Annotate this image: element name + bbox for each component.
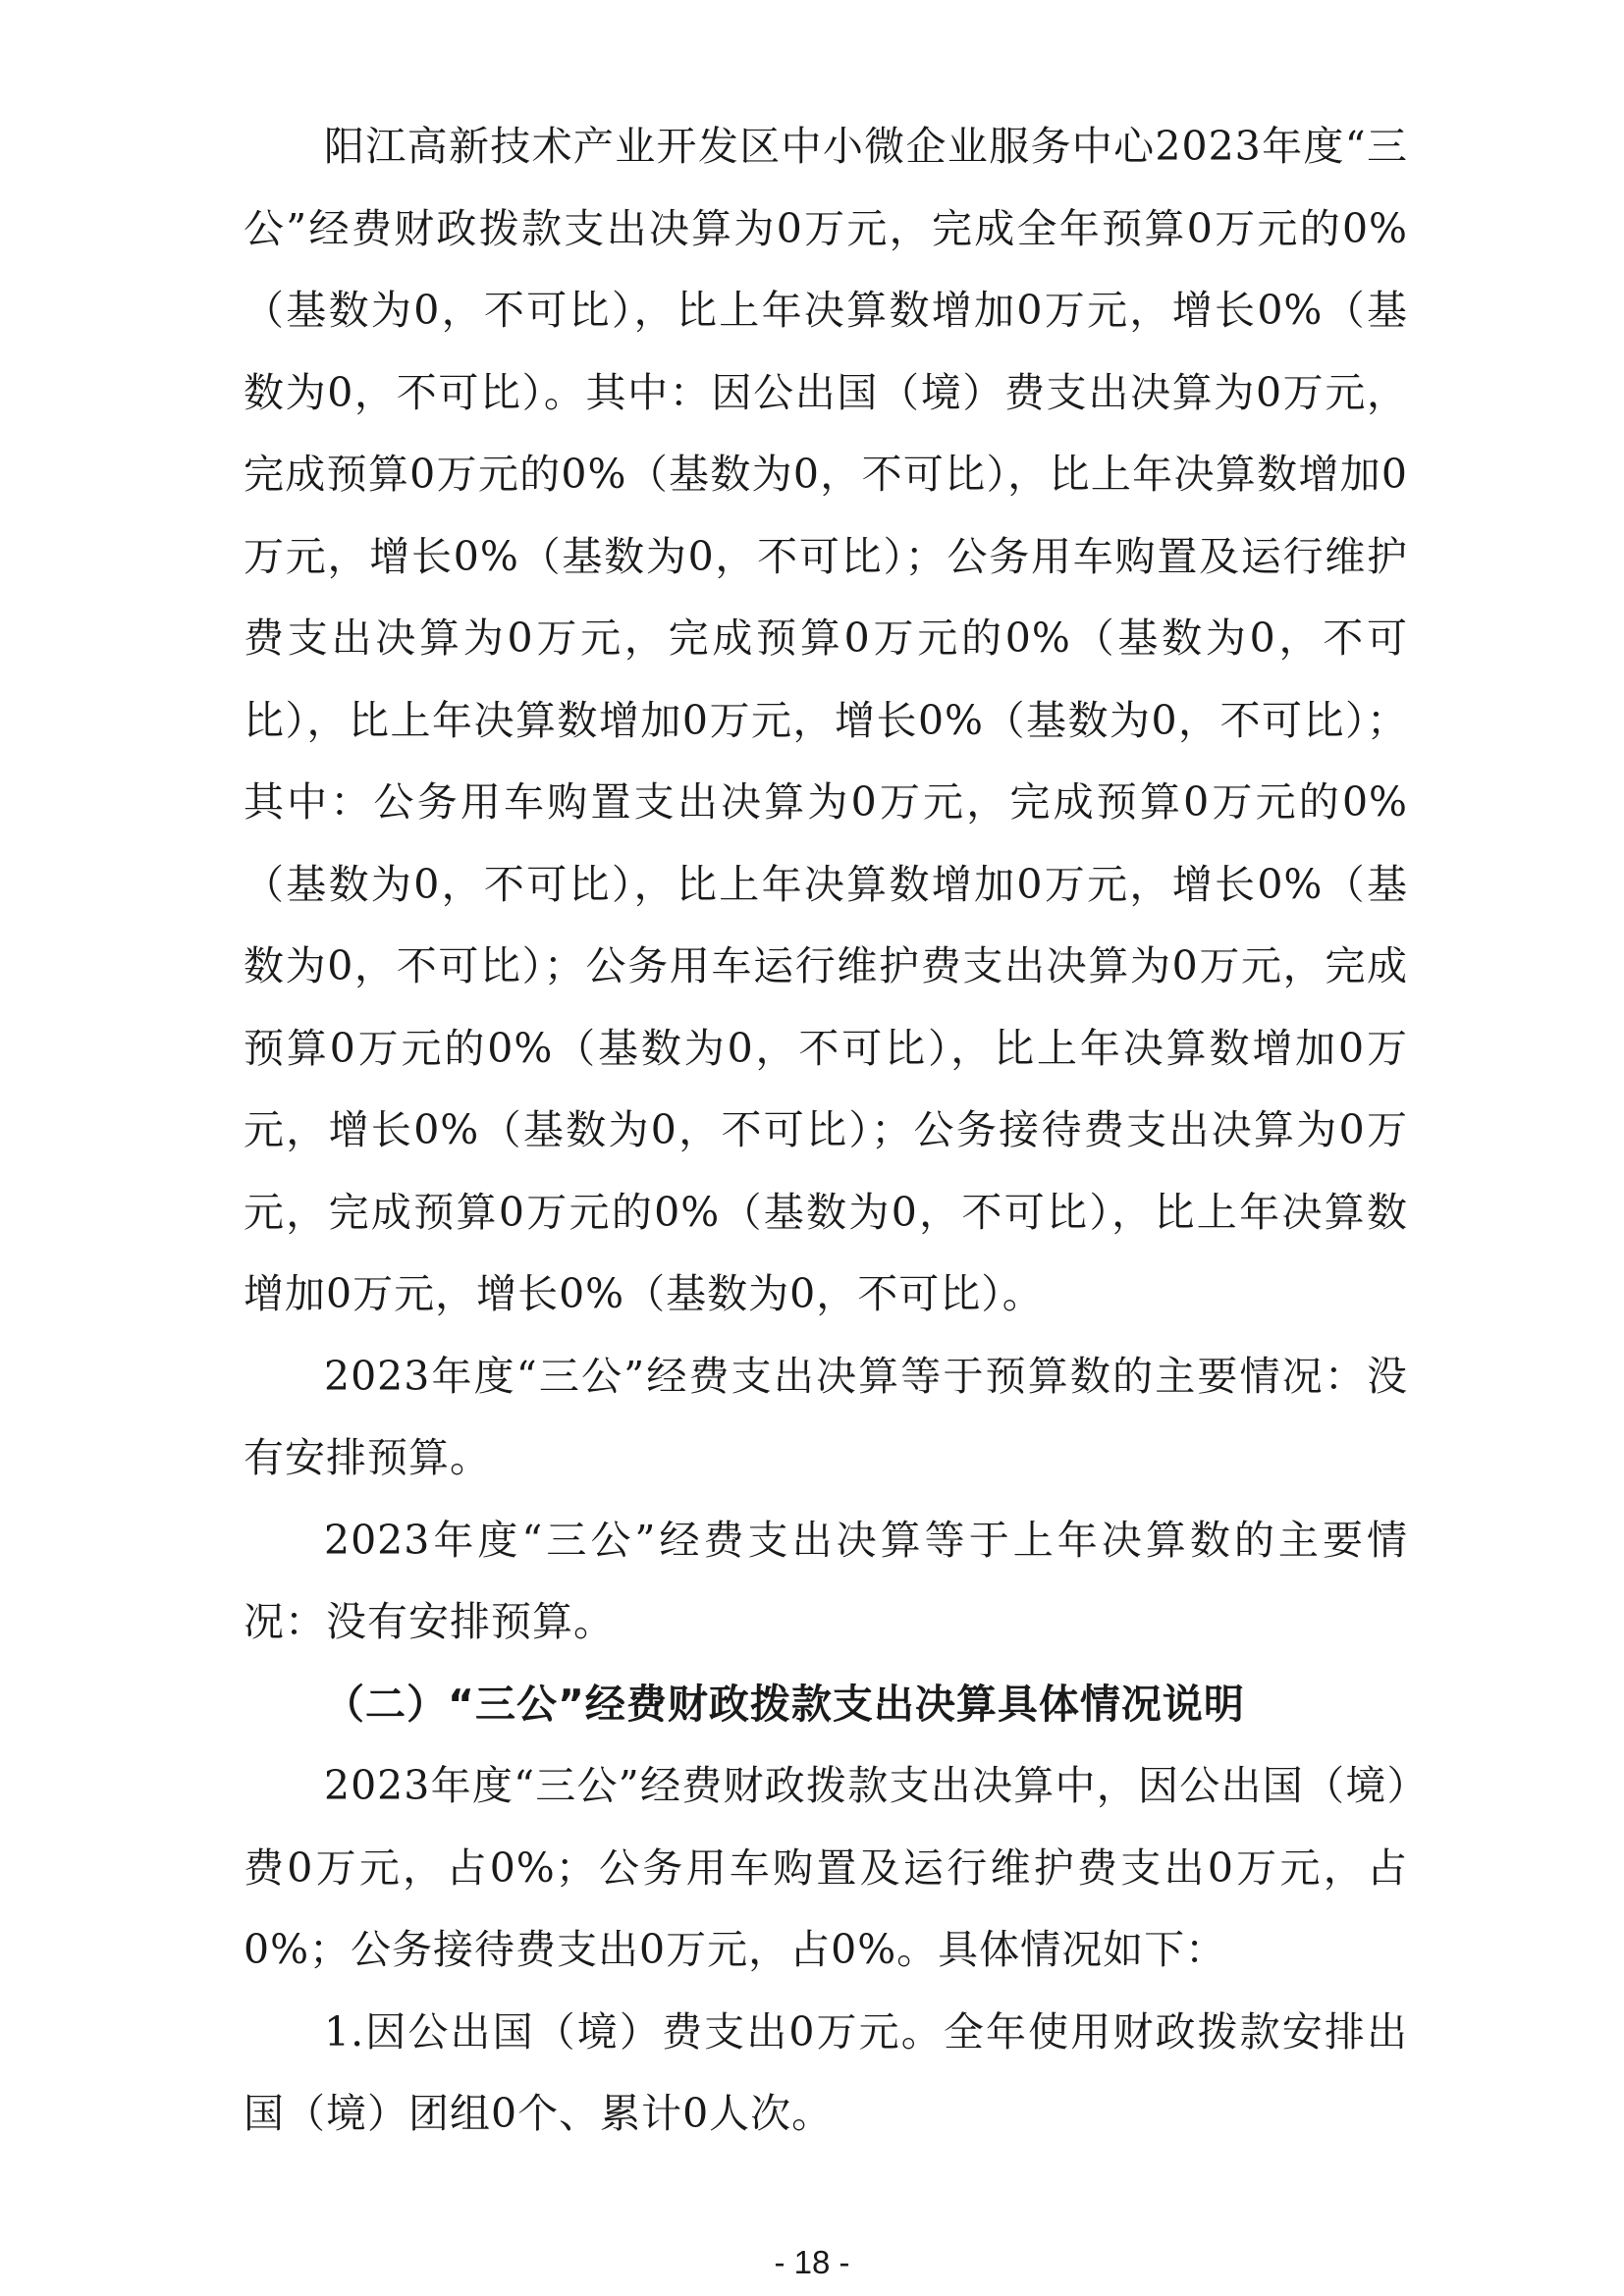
- paragraph-overseas-travel: 1.因公出国（境）费支出0万元。全年使用财政拨款安排出国（境）团组0个、累计0人次。: [244, 2007, 1408, 2137]
- page-number: - 18 -: [774, 2244, 850, 2280]
- section-heading: （二）“三公”经费财政拨款支出决算具体情况说明: [324, 1680, 1245, 1728]
- paragraph-breakdown: 2023年度“三公”经费财政拨款支出决算中，因公出国（境）费0万元，占0%；公务用车购置及运行维护费支出0万元，占0%；公务接待费支出0万元，占0%。具体情况如下：: [244, 1762, 1408, 1973]
- document-body: [244, 106, 1408, 2156]
- paragraph-prior-year-comparison: 2023年度“三公”经费支出决算等于上年决算数的主要情况：没有安排预算。: [244, 1516, 1408, 1645]
- paragraph-budget-comparison: 2023年度“三公”经费支出决算等于预算数的主要情况：没有安排预算。: [244, 1352, 1408, 1481]
- paragraph-summary: 阳江高新技术产业开发区中小微企业服务中心2023年度“三公”经费财政拨款支出决算为0万元，完成全年预算0万元的0%（基数为0，不可比），比上年决算数增加0万元，增长0%（基数为0，不可比）。其中：因公出国（境）费支出决算为0万元，完成预算0万元的0%（基数为0，不可比），比上年决算数增加0万元，增长0%（基数为0，不可比）；公务用车购置及运行维护费支出决算为0万元，完成预算0万元的0%（基数为0，不可比），比上年决算数增加0万元，增长0%（基数为0，不可比）；其中：公务用车购置支出决算为0万元，完成预算0万元的0%（基数为0，不可比），比上年决算数增加0万元，增长0%（基数为0，不可比）；公务用车运行维护费支出决算为0万元，完成预算0万元的0%（基数为0，不可比），比上年决算数增加0万元，增长0%（基数为0，不可比）；公务接待费支出决算为0万元，完成预算0万元的0%（基数为0，不可比），比上年决算数增加0万元，增长0%（基数为0，不可比）。: [244, 123, 1408, 1317]
